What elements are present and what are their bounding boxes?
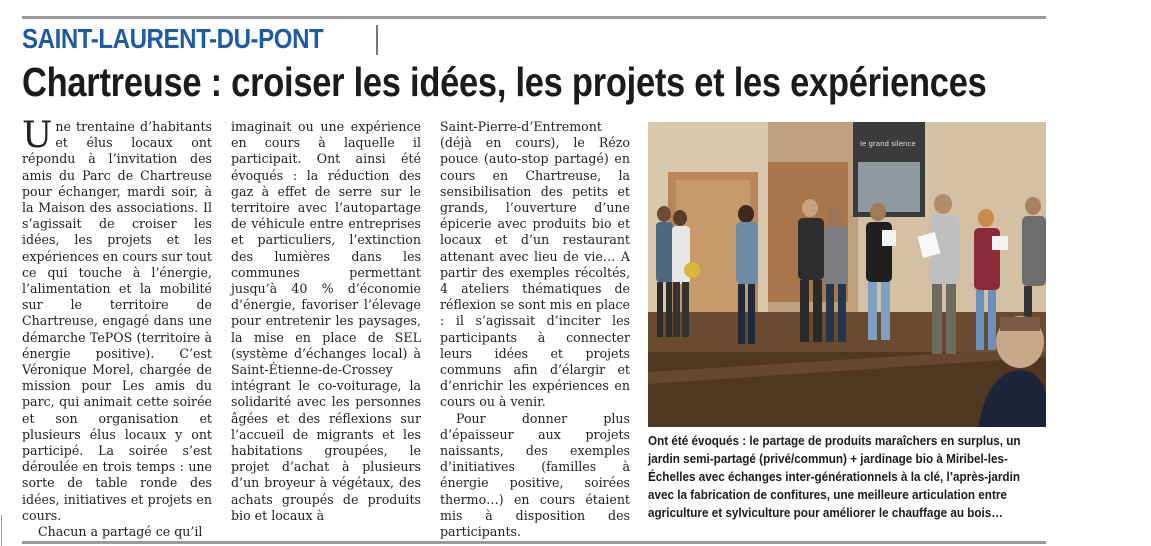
kicker-text: SAINT-LAURENT-DU-PONT bbox=[22, 23, 324, 54]
column-3-paragraph-2: Pour donner plus d’épaisseur aux projets naissants, des exemples d’initiatives (familles à énergie positive, soirées thermo…) en cours étaient mis à disposition des participants. bbox=[440, 410, 630, 540]
article-column-2 bbox=[231, 119, 421, 524]
column-2-paragraph-1: imaginait ou une expérience en cours à laquelle il participait. Ont ainsi été évoqués : la réduction des gaz à effet de serre sur le territoire avec l’autopartage de véhicule entre entreprises et particuliers, l’extinction des lumières dans les communes permettant jusqu’à 40 % d’économie d’énergie, favoriser l’élevage pour entretenir les paysages, la mise en place de SEL (système d’échanges local) à Saint-Étienne-de-Crossey intégrant le co-voiturage, la solidarité avec les personnes âgées et des réflexions sur l’accueil de migrants et les habitations groupées, le projet d’achat à plusieurs d’un broyeur à végétaux, des achats groupés de produits bio et locaux à bbox=[231, 119, 421, 523]
article-column-1 bbox=[22, 115, 212, 540]
headline: Chartreuse : croiser les idées, les projets et les expériences bbox=[22, 59, 987, 105]
top-rule bbox=[22, 16, 1046, 19]
poster-text: le grand silence bbox=[860, 140, 916, 148]
kicker-divider bbox=[376, 25, 378, 55]
kicker bbox=[22, 22, 372, 56]
photo-illustration bbox=[648, 122, 1046, 427]
photo-caption: Ont été évoqués : le partage de produits maraîchers en surplus, un jardin semi-partagé (privé/commun) + jardinage bio à Miribel-les-Échelles avec échanges inter-générationnels à la clé, l’après-jardin avec la fabrication de confitures, une meilleure articulation entre agriculture et sylviculture pour améliorer le chauffage au bois… bbox=[648, 433, 1021, 520]
poster bbox=[853, 122, 925, 217]
article-column-3 bbox=[440, 119, 630, 540]
article-photo bbox=[648, 122, 1046, 427]
column-1-paragraph-1 bbox=[22, 115, 212, 524]
left-rule bbox=[1, 515, 2, 546]
column-1-text: ne trentaine d’habitants et élus locaux ont répondu à l’invitation des amis du Parc de Chartreuse pour échanger, mardi soir, à la Maison des associations. Il s’agissait de croiser les idées, les projets et les expériences en cours sur tout ce qui touche à l’énergie, l’alimentation et la mobilité sur le territoire de Chartreuse, engagé dans une démarche TePOS (territoire à énergie positive). C’est Véronique Morel, chargée de mission pour Les amis du parc, qui animait cette soirée et son organisation et plusieurs élus locaux y ont participé. La soirée s’est déroulée en trois temps : une sorte de table ronde des idées, initiatives et projets en cours. bbox=[22, 119, 212, 523]
column-3-paragraph-1: Saint-Pierre-d’Entremont (déjà en cours), le Rézo pouce (auto-stop partagé) en cours en Chartreuse, la sensibilisation des petits et grands, l’ouverture d’une épicerie avec produits bio et locaux et d’un restaurant attenant avec lieu de vie… A partir des exemples récoltés, 4 ateliers thématiques de réflexion se sont mis en place : il s’agissait d’inciter les participants à connecter leurs idées et projets communs afin d’élargir et d’enrichir les expériences en cours ou à venir. bbox=[440, 119, 630, 410]
drop-cap: U bbox=[22, 115, 53, 156]
bottom-rule bbox=[22, 541, 1046, 544]
column-1-paragraph-2: Chacun a partagé ce qu’il bbox=[38, 524, 203, 540]
